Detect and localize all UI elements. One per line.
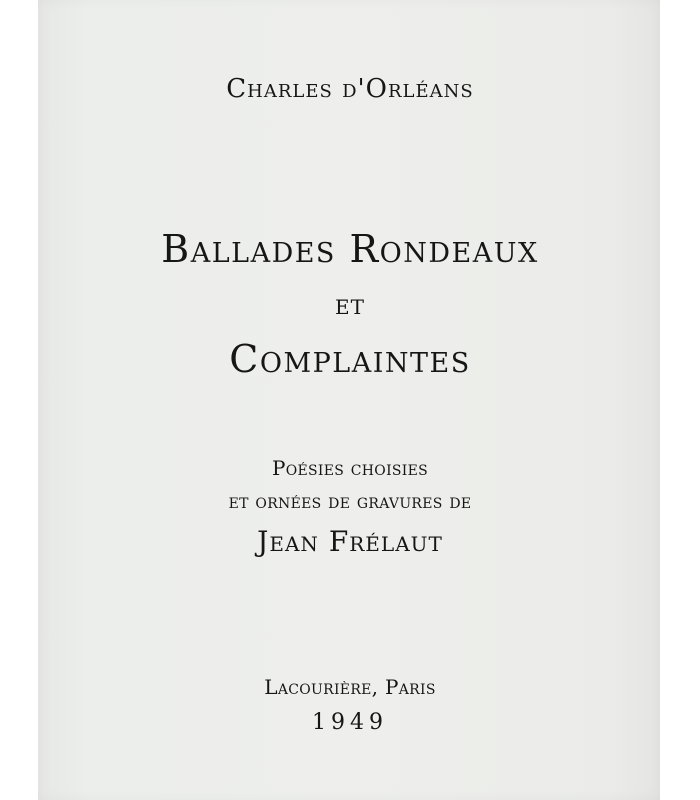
publication-year: 1949 — [312, 710, 388, 735]
illustrator-name: Jean Frélaut — [257, 525, 443, 558]
publisher-imprint: Lacourière, Paris — [264, 675, 436, 699]
book-title-line-2: Complaintes — [229, 337, 471, 381]
author-name: Charles d'Orléans — [226, 74, 474, 104]
subtitle-line-2: et ornées de gravures de — [228, 489, 472, 513]
book-title-conjunction: et — [335, 288, 365, 321]
subtitle-line-1: Poésies choisies — [271, 456, 429, 480]
book-title-line-1: Ballades Rondeaux — [161, 227, 539, 271]
